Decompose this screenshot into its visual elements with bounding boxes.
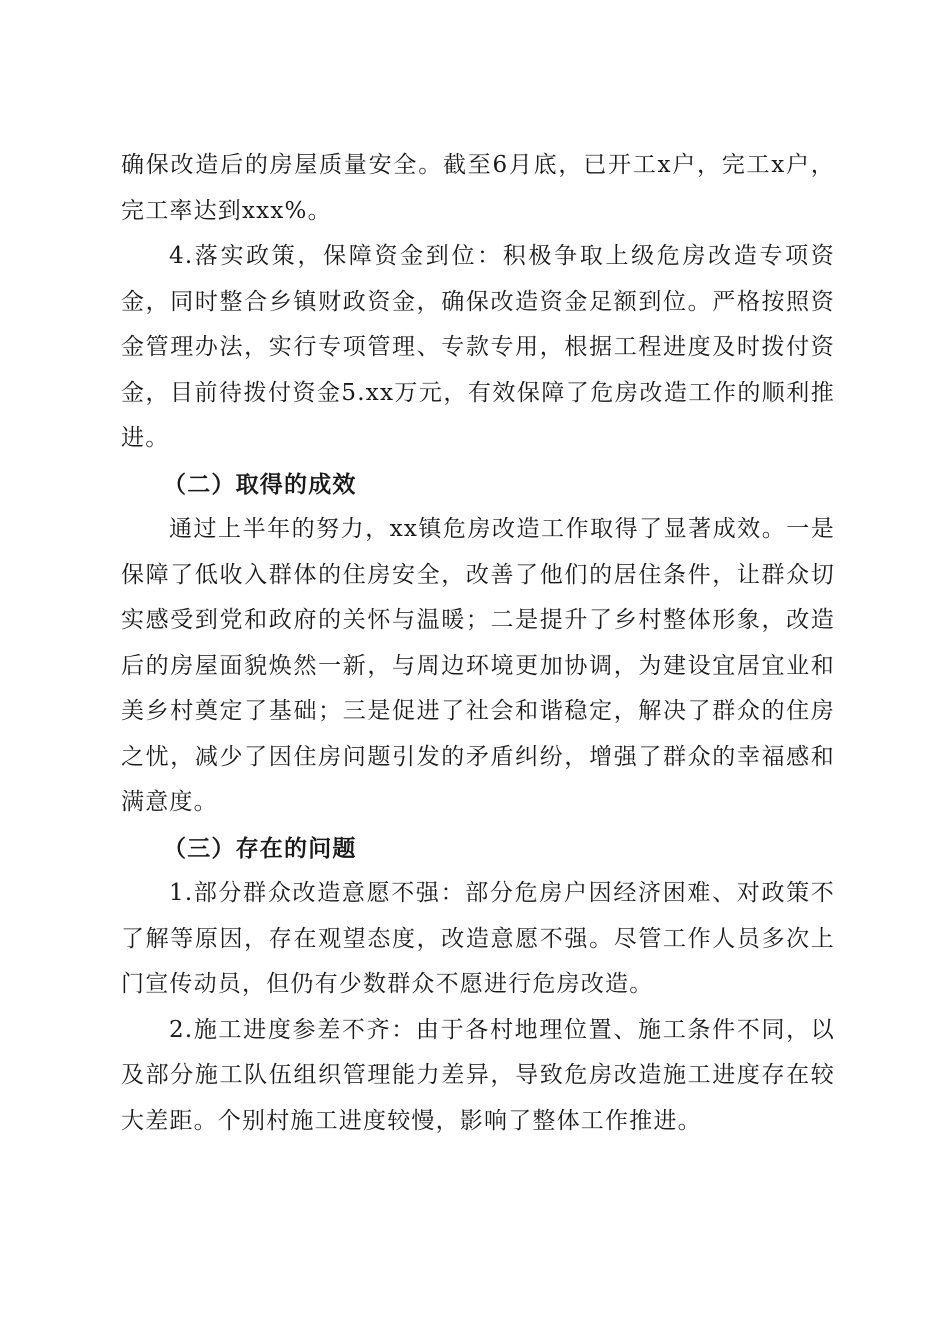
- paragraph-results: 通过上半年的努力，xx镇危房改造工作取得了显著成效。一是保障了低收入群体的住房安全，改善了他们的居住条件，让群众切实感受到党和政府的关怀与温暖；二是提升了乡村整体形象，改造后的房屋面貌焕然一新，与周边环境更加协调，为建设宜居宜业和美乡村奠定了基础；三是促进了社会和谐稳定，解决了群众的住房之忧，减少了因住房问题引发的矛盾纠纷，增强了群众的幸福感和满意度。: [121, 516, 835, 815]
- document-body: [121, 143, 835, 1144]
- paragraph-quality-safety: 确保改造后的房屋质量安全。截至6月底，已开工x户，完工x户，完工率达到xxx%。: [121, 152, 835, 224]
- paragraph-funding-policy: 4.落实政策，保障资金到位：积极争取上级危房改造专项资金，同时整合乡镇财政资金，确保改造资金足额到位。严格按照资金管理办法，实行专项管理、专款专用，根据工程进度及时拨付资金，目前待拨付资金5.xx万元，有效保障了危房改造工作的顺利推进。: [121, 243, 835, 451]
- section-heading-results: （二）取得的成效: [163, 470, 357, 498]
- paragraph-construction-progress: 2.施工进度参差不齐：由于各村地理位置、施工条件不同，以及部分施工队伍组织管理能力差异，导致危房改造施工进度存在较大差距。个别村施工进度较慢，影响了整体工作推进。: [121, 1016, 835, 1134]
- section-heading-problems: （三）存在的问题: [163, 834, 357, 862]
- paragraph-willingness: 1.部分群众改造意愿不强：部分危房户因经济困难、对政策不了解等原因，存在观望态度，改造意愿不强。尽管工作人员多次上门宣传动员，但仍有少数群众不愿进行危房改造。: [121, 880, 835, 997]
